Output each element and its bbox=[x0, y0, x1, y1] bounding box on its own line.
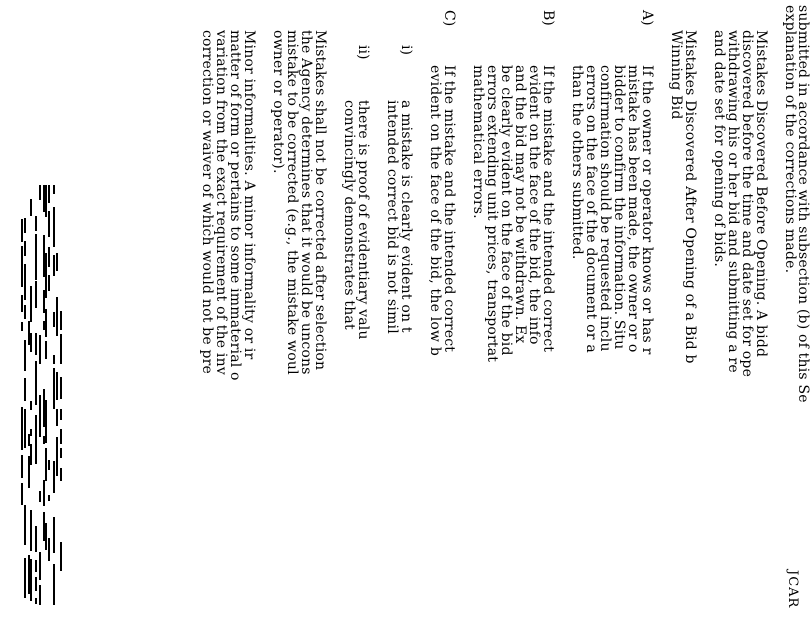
document-line: explanation of the corrections made. bbox=[782, 5, 798, 274]
scan-mark bbox=[35, 577, 37, 591]
scan-mark bbox=[60, 334, 62, 364]
scan-mark bbox=[35, 429, 37, 464]
document-line: variation from the exact requirement of the inv bbox=[213, 30, 229, 375]
document-line: If the mistake and the intended correct bbox=[540, 65, 556, 353]
document-line: Mistakes Discovered Before Opening. A bidd bbox=[753, 30, 769, 358]
scan-mark bbox=[30, 510, 32, 551]
scan-mark bbox=[35, 564, 37, 571]
scan-mark bbox=[56, 253, 58, 271]
rotated-document-sheet bbox=[80, 0, 811, 620]
scan-mark bbox=[56, 372, 58, 400]
scan-mark bbox=[39, 585, 41, 605]
scan-mark bbox=[56, 437, 58, 476]
scan-mark bbox=[56, 409, 58, 426]
scan-mark bbox=[30, 401, 32, 410]
scan-mark bbox=[30, 559, 32, 601]
document-line: confirmation should be requested inclu bbox=[597, 65, 613, 352]
scan-mark bbox=[48, 538, 50, 561]
scan-mark bbox=[39, 395, 41, 437]
list-marker: i) bbox=[398, 45, 414, 55]
document-header: JCAR bbox=[785, 570, 800, 609]
document-line: there is proof of evidentiary valu bbox=[355, 100, 371, 340]
document-line: mathematical errors. bbox=[470, 65, 486, 219]
scan-mark bbox=[48, 185, 50, 203]
scan-mark bbox=[30, 199, 32, 216]
scan-mark bbox=[24, 305, 26, 319]
scan-mark bbox=[39, 491, 41, 502]
scan-mark bbox=[48, 460, 50, 470]
document-line: Mistakes Discovered After Opening of a Bid b bbox=[682, 30, 698, 364]
scan-mark bbox=[21, 219, 23, 242]
document-line: owner or operator). bbox=[270, 30, 286, 174]
list-marker: ii) bbox=[355, 45, 371, 60]
scan-mark bbox=[21, 295, 23, 312]
scan-mark bbox=[60, 448, 62, 458]
scan-mark bbox=[45, 400, 47, 443]
document-line: withdrawing his or her bid and submitting a re bbox=[725, 30, 741, 373]
scan-mark bbox=[35, 281, 37, 308]
document-line: submitted in accordance with subsection (b) of this Se bbox=[795, 5, 811, 403]
scan-mark bbox=[24, 340, 26, 371]
document-line: Minor informalities. A minor informality or ir bbox=[241, 30, 257, 360]
scan-mark bbox=[53, 461, 55, 493]
document-line: Winning Bid bbox=[668, 30, 684, 120]
scan-mark bbox=[24, 558, 26, 598]
scan-mark bbox=[60, 468, 62, 481]
scan-mark bbox=[48, 495, 50, 501]
list-marker: C) bbox=[441, 10, 457, 27]
scan-mark bbox=[35, 541, 37, 552]
scan-mark bbox=[24, 505, 26, 545]
document-line: bidder to confirm the information. Situ bbox=[611, 65, 627, 350]
document-line: be clearly evident on the face of the bid bbox=[498, 65, 514, 356]
scan-mark bbox=[60, 409, 62, 420]
scan-mark bbox=[53, 185, 55, 194]
document-line: than the others submitted. bbox=[569, 65, 585, 260]
scan-mark bbox=[35, 333, 37, 355]
document-line: convincingly demonstrates that bbox=[341, 100, 357, 330]
document-line: and date set for opening of bids. bbox=[711, 30, 727, 268]
document-line: the Agency determines that it would be uncons bbox=[298, 30, 314, 375]
document-line: and the bid may not be withdrawn. Ex bbox=[512, 65, 528, 344]
scan-mark bbox=[45, 185, 47, 217]
scan-mark bbox=[21, 483, 23, 505]
scan-mark bbox=[21, 407, 23, 450]
document-line: intended correct bid is not simil bbox=[384, 100, 400, 334]
scan-mark bbox=[21, 455, 23, 478]
scan-mark bbox=[30, 444, 32, 465]
scan-mark bbox=[60, 542, 62, 571]
scan-mark bbox=[39, 552, 41, 580]
document-line: errors extending unit prices, transportat bbox=[484, 65, 500, 363]
document-line: If the mistake and the intended correct bbox=[441, 65, 457, 353]
scan-mark bbox=[60, 311, 62, 330]
scan-mark bbox=[53, 564, 55, 605]
scan-mark bbox=[45, 448, 47, 481]
scan-mark bbox=[39, 335, 41, 364]
margin-barcode-marks bbox=[20, 185, 80, 615]
scan-mark bbox=[35, 598, 37, 604]
list-marker: A) bbox=[639, 10, 655, 26]
scan-mark bbox=[24, 264, 26, 300]
scan-mark bbox=[24, 378, 26, 401]
scan-mark bbox=[30, 286, 32, 322]
scan-mark bbox=[45, 523, 47, 550]
scan-mark bbox=[53, 368, 55, 396]
scan-mark bbox=[24, 241, 26, 256]
scan-mark bbox=[35, 238, 37, 280]
scan-mark bbox=[35, 216, 37, 231]
scan-mark bbox=[30, 429, 32, 436]
document-line: mistake has been made, the owner or o bbox=[625, 65, 641, 353]
scan-mark bbox=[48, 211, 50, 237]
document-line: discovered before the time and date set for ope bbox=[739, 30, 755, 378]
scan-mark bbox=[48, 275, 50, 291]
scan-mark bbox=[45, 341, 47, 359]
scan-mark bbox=[35, 361, 37, 405]
document-line: evident on the face of the bid, the info bbox=[526, 65, 542, 345]
document-line: errors on the face of the document or a bbox=[583, 65, 599, 353]
scan-mark bbox=[21, 246, 23, 287]
scan-mark bbox=[21, 322, 23, 331]
document-line: mistake to be corrected (e.g., the mistake woul bbox=[284, 30, 300, 375]
scan-mark bbox=[39, 185, 41, 200]
document-line: If the owner or operator knows or has r bbox=[639, 65, 655, 355]
scan-mark bbox=[45, 309, 47, 337]
document-line: evident on the face of the bid, the low b bbox=[427, 65, 443, 357]
scan-mark bbox=[45, 253, 47, 298]
scan-mark bbox=[56, 297, 58, 336]
list-marker: B) bbox=[540, 10, 556, 26]
document-line: a mistake is clearly evident on t bbox=[398, 100, 414, 333]
scan-mark bbox=[60, 429, 62, 444]
scan-mark bbox=[48, 247, 50, 267]
scan-mark bbox=[24, 409, 26, 448]
scan-mark bbox=[30, 333, 32, 352]
scan-mark bbox=[24, 218, 26, 233]
scan-mark bbox=[53, 312, 55, 327]
scan-mark bbox=[53, 517, 55, 553]
document-line: matter of form or pertains to some immaterial o bbox=[227, 30, 243, 381]
scan-mark bbox=[53, 355, 55, 364]
scan-mark bbox=[43, 480, 45, 506]
scan-mark bbox=[53, 207, 55, 247]
document-line: correction or waiver of which would not be pre bbox=[199, 30, 215, 375]
scan-mark bbox=[53, 255, 55, 276]
scan-mark bbox=[60, 377, 62, 399]
document-line: Mistakes shall not be corrected after selection bbox=[312, 30, 328, 371]
